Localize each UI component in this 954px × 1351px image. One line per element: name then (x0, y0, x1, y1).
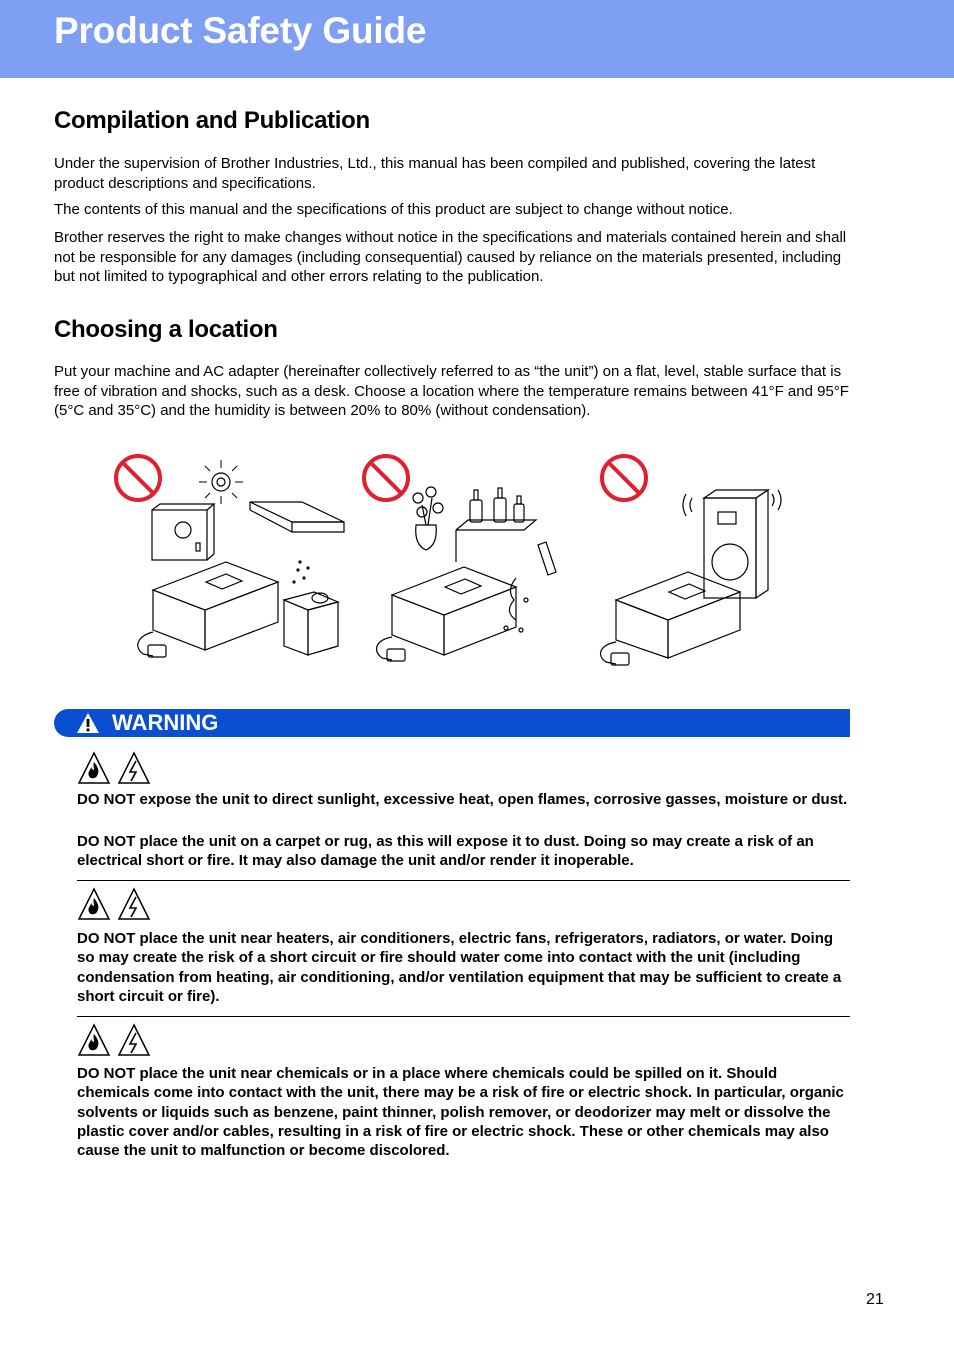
warning-item-1-icons (78, 751, 154, 785)
compilation-paragraph-3: Brother reserves the right to make changes without notice in the specifications and materials contained herein and shall not be responsible for any damages (including consequential) caused by reliance on the materials presented, including but not limited to typographical and other errors relating to the publication. (54, 229, 847, 285)
compilation-paragraph-2: The contents of this manual and the specifications of this product are subject to change without notice. (54, 201, 733, 218)
electric-shock-icon (119, 753, 149, 783)
placement-illustrations (108, 450, 788, 675)
illustration-heat-sun (108, 450, 348, 675)
prohibited-icon (116, 456, 160, 500)
electric-shock-icon (119, 889, 149, 919)
page-title: Product Safety Guide (54, 10, 427, 51)
fire-hazard-icon (79, 889, 109, 919)
prohibited-icon (602, 456, 646, 500)
warning-divider (77, 880, 850, 881)
compilation-heading: Compilation and Publication (54, 107, 370, 134)
warning-item-3-icons (78, 1023, 154, 1057)
page-number: 21 (866, 1291, 884, 1308)
electric-shock-icon (119, 1025, 149, 1055)
illustration-vibration-speaker (594, 450, 794, 675)
warning-triangle-icon (76, 712, 100, 734)
warning-bar (54, 709, 850, 737)
fire-hazard-icon (79, 753, 109, 783)
warning-item-1-text-2: DO NOT place the unit on a carpet or rug, as this will expose it to dust. Doing so may create a risk of an electrical short or fire. It may also damage the unit and/or render it inoperable. (77, 833, 814, 870)
warning-item-2-icons (78, 887, 154, 921)
warning-item-2-text: DO NOT place the unit near heaters, air conditioners, electric fans, refrigerators, radiators, or water. Doing so may create the risk of a short circuit or fire should water come into contact with the unit (including condensation from heating, air conditioning, and/or ventilation equipment that may be sufficient to create a short circuit or fire). (77, 930, 842, 1005)
prohibited-icon (364, 456, 408, 500)
location-paragraph: Put your machine and AC adapter (hereinafter collectively referred to as “the unit”) on a flat, level, stable surface that is free of vibration and shocks, such as a desk. Choose a location where the temperature remains between 41°F and 95°F (5°C and 35°C) and the humidity is between 20% to 80% (without condensation). (54, 363, 849, 419)
location-heading: Choosing a location (54, 316, 278, 343)
illustration-water-chemicals (356, 450, 576, 675)
compilation-paragraph-1: Under the supervision of Brother Industries, Ltd., this manual has been compiled and published, covering the latest product descriptions and specifications. (54, 155, 816, 192)
warning-item-1-text-1: DO NOT expose the unit to direct sunlight, excessive heat, open flames, corrosive gasses, moisture or dust. (77, 791, 848, 808)
warning-label: WARNING (112, 710, 219, 735)
fire-hazard-icon (79, 1025, 109, 1055)
warning-item-3-text: DO NOT place the unit near chemicals or in a place where chemicals could be spilled on it. Should chemicals come into contact with the unit, there may be a risk of fire or electric shock. In particular, organic solvents or liquids such as benzene, paint thinner, polish remover, or deodorizer may melt or dissolve the plastic cover and/or cables, resulting in a risk of fire or electric shock. These or other chemicals may also cause the unit to malfunction or become discolored. (77, 1065, 844, 1160)
warning-divider (77, 1016, 850, 1017)
